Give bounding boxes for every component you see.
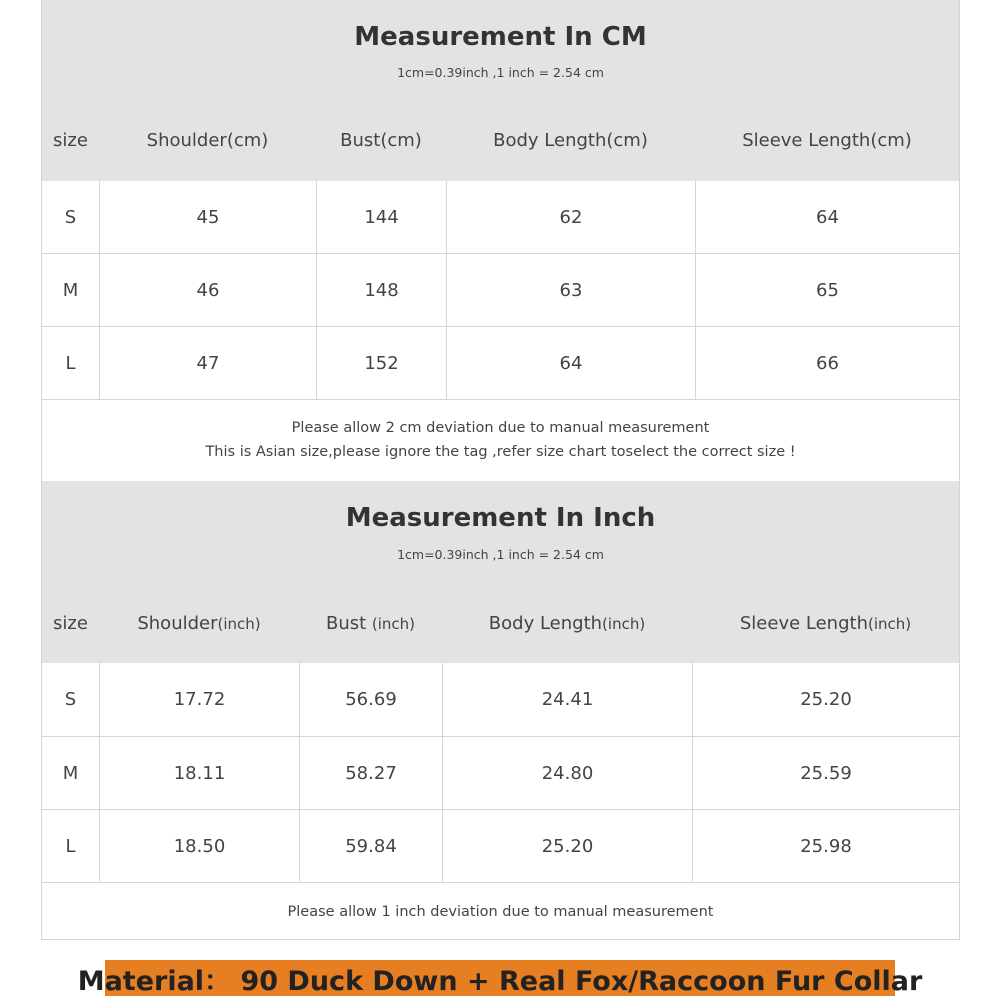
inch-col-body-length <box>442 613 692 634</box>
cm-cell-shoulder: 46 <box>99 254 316 327</box>
inch-col-body-length-label: Body Length <box>488 613 603 634</box>
inch-cell-size: S <box>64 689 77 710</box>
inch-cell-body-length: 24.80 <box>442 737 692 810</box>
cm-col-size: size <box>53 130 88 151</box>
inch-cell-bust: 58.27 <box>299 737 442 810</box>
cm-cell-size: M <box>62 280 79 301</box>
cm-cell-shoulder: 47 <box>99 327 316 400</box>
inch-col-bust-unit: (inch) <box>371 615 416 633</box>
table-row <box>42 736 959 810</box>
table-row <box>42 253 959 327</box>
inch-col-bust-label: Bust <box>325 613 372 634</box>
cm-cell-bust: 152 <box>316 327 446 400</box>
inch-col-shoulder <box>99 613 299 634</box>
inch-col-sleeve-length <box>692 613 959 634</box>
inch-col-sleeve-length-label: Sleeve Length <box>739 613 868 634</box>
inch-col-body-length-unit: (inch) <box>602 615 646 633</box>
inch-cell-body-length: 24.41 <box>442 663 692 736</box>
cm-cell-sleeve-length: 65 <box>695 254 959 327</box>
table-row <box>42 809 959 883</box>
table-row <box>42 663 959 736</box>
cm-table-note <box>42 399 959 481</box>
cm-cell-bust: 148 <box>316 254 446 327</box>
cm-note-deviation: Please allow 2 cm deviation due to manual measurement <box>291 420 710 436</box>
inch-cell-bust: 59.84 <box>299 810 442 883</box>
cm-table-header <box>42 0 959 181</box>
inch-cell-body-length: 25.20 <box>442 810 692 883</box>
cm-cell-body-length: 63 <box>446 254 695 327</box>
cm-cell-size: S <box>64 206 77 228</box>
cm-table-title: Measurement In CM <box>354 22 647 52</box>
cm-cell-sleeve-length: 64 <box>695 181 959 253</box>
inch-table-title: Measurement In Inch <box>345 503 656 533</box>
inch-cell-size: M <box>62 763 79 784</box>
cm-col-body-length: Body Length(cm) <box>493 130 648 151</box>
cm-cell-shoulder: 45 <box>99 181 316 253</box>
inch-cell-shoulder: 18.11 <box>99 737 299 810</box>
material-banner: Material： 90 Duck Down + Real Fox/Raccoon Fur Collar <box>105 960 895 996</box>
cm-col-shoulder: Shoulder(cm) <box>146 130 269 151</box>
cm-cell-body-length: 64 <box>446 327 695 400</box>
inch-col-shoulder-label: Shoulder <box>137 613 218 634</box>
inch-table-subtitle: 1cm=0.39inch ,1 inch = 2.54 cm <box>397 547 604 562</box>
inch-col-size: size <box>53 613 88 634</box>
cm-note-asian-size: This is Asian size,please ignore the tag ,refer size chart toselect the correct size ! <box>205 444 796 460</box>
size-chart-sheet <box>41 0 960 940</box>
inch-cell-bust: 56.69 <box>299 663 442 736</box>
inch-col-sleeve-length-unit: (inch) <box>867 615 912 633</box>
inch-table-note <box>42 882 959 939</box>
cm-cell-bust: 144 <box>316 181 446 253</box>
inch-cell-shoulder: 17.72 <box>99 663 299 736</box>
inch-cell-size: L <box>65 836 76 857</box>
inch-col-shoulder-unit: (inch) <box>217 615 261 633</box>
cm-col-sleeve-length: Sleeve Length(cm) <box>742 130 912 151</box>
inch-col-bust <box>299 613 442 634</box>
cm-cell-body-length: 62 <box>446 181 695 253</box>
inch-note-deviation: Please allow 1 inch deviation due to manual measurement <box>287 904 714 920</box>
cm-table-subtitle: 1cm=0.39inch ,1 inch = 2.54 cm <box>397 65 604 80</box>
inch-cell-sleeve-length: 25.98 <box>692 810 959 883</box>
inch-table-header <box>42 481 959 663</box>
cm-cell-sleeve-length: 66 <box>695 327 959 400</box>
table-row <box>42 326 959 400</box>
inch-cell-sleeve-length: 25.20 <box>692 663 959 736</box>
table-row <box>42 181 959 253</box>
cm-cell-size: L <box>65 353 76 374</box>
cm-col-bust: Bust(cm) <box>340 130 422 151</box>
inch-cell-sleeve-length: 25.59 <box>692 737 959 810</box>
inch-cell-shoulder: 18.50 <box>99 810 299 883</box>
